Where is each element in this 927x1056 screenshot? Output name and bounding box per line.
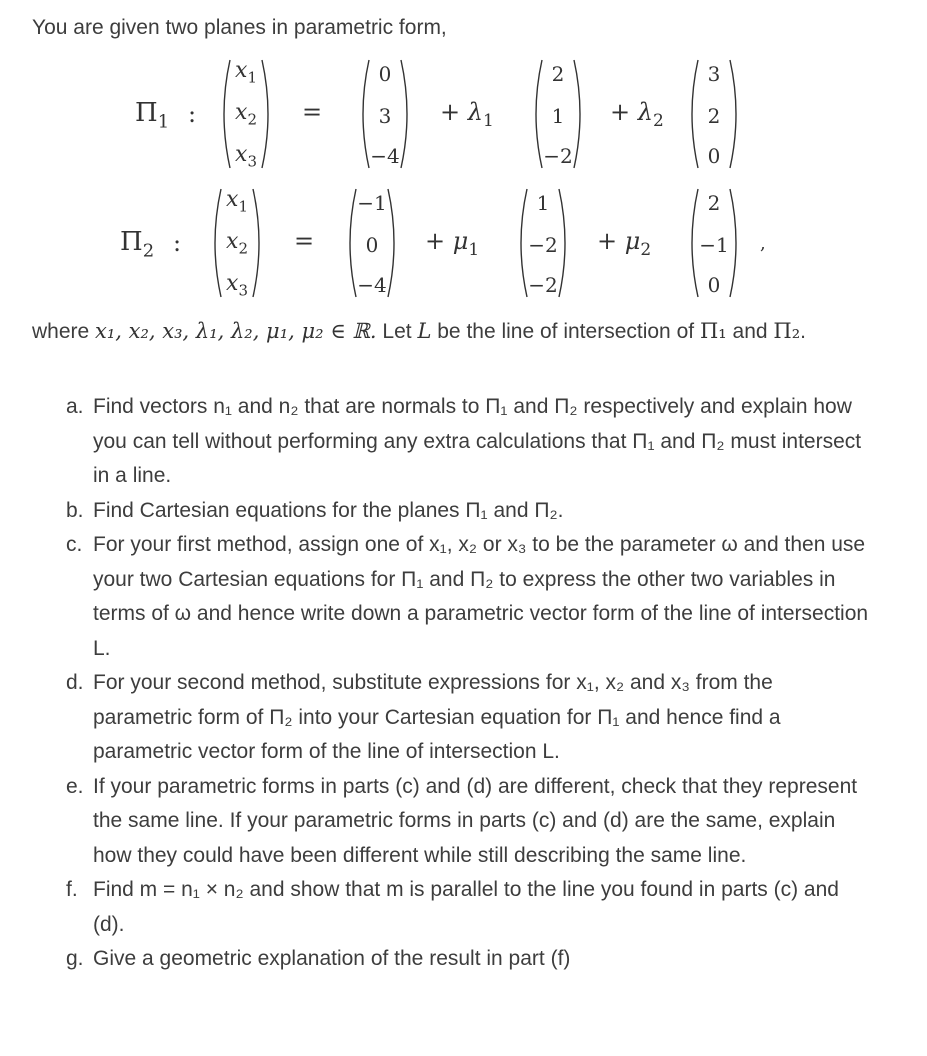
part-f: f. Find m = n₁ × n₂ and show that m is parallel to the line you found in parts (c) and (d). xyxy=(66,878,839,936)
plane1-lambda1: + $\lambda_1$ xyxy=(440,98,494,131)
part-b: b. Find Cartesian equations for the planes Π₁ and Π₂. xyxy=(66,498,564,522)
part-g: g. Give a geometric explanation of the result in part (f) xyxy=(66,947,571,970)
question-parts xyxy=(0,390,927,977)
plane2-label: $\Pi_2$ xyxy=(120,227,155,262)
plane1-equation xyxy=(0,54,927,174)
part-e: e. If your parametric forms in parts (c) and (d) are different, check that they represent the same line. If your parametric forms in parts (c) and (d) are the same, explain how they could have been different while still describing the same line. xyxy=(66,774,858,867)
plane1-position-vector: $x_1$ $x_2$ $x_3$ xyxy=(216,54,276,174)
plane1-lambda2: + $\lambda_2$ xyxy=(610,98,664,131)
plane2-equation xyxy=(0,183,927,303)
where-clause: where x₁, x₂, x₃, λ₁, λ₂, μ₁, μ₂ ∈ ℝ. Let L be the line of intersection of Π₁ and Π₂. xyxy=(32,319,806,343)
plane2-point-vector: −1 0 −4 xyxy=(342,183,402,303)
part-d: d. For your second method, substitute expressions for x₁, x₂ and x₃ from the parametric form of Π₂ into your Cartesian equation for Π₁ and hence find a parametric vector form of the line of intersection L. xyxy=(66,671,781,763)
plane2-direction-vector-2: 2 −1 0 xyxy=(684,183,744,303)
plane2-mu2: + $\mu_2$ xyxy=(597,227,652,260)
plane1-label: $\Pi_1$ xyxy=(135,98,170,133)
plane2-equals: = xyxy=(294,227,315,255)
plane1-equals: = xyxy=(302,98,323,126)
part-c: c. For your first method, assign one of x₁, x₂ or x₃ to be the parameter ω and then use your two Cartesian equations for Π₁ and Π₂ to express the other two variables in terms of ω and hence write down a parametric vector form of the line of intersection L. xyxy=(66,533,869,660)
plane2-colon: : xyxy=(173,229,182,257)
plane1-direction-vector-2: 3 2 0 xyxy=(684,54,744,174)
plane2-mu1: + $\mu_1$ xyxy=(425,227,480,260)
plane2-direction-vector-1: 1 −2 −2 xyxy=(513,183,573,303)
plane2-trailing-comma: , xyxy=(760,233,766,254)
part-a: a. Find vectors n₁ and n₂ that are normals to Π₁ and Π₂ respectively and explain how you can tell without performing any extra calculations that Π₁ and Π₂ must intersect in a line. xyxy=(66,395,862,487)
plane1-point-vector: 0 3 −4 xyxy=(355,54,415,174)
plane1-direction-vector-1: 2 1 −2 xyxy=(528,54,588,174)
plane1-colon: : xyxy=(188,100,197,128)
variable-list: x₁, x₂, x₃, λ₁, λ₂, μ₁, μ₂ ∈ ℝ. xyxy=(95,319,377,343)
intro-text: You are given two planes in parametric form, xyxy=(32,16,447,39)
plane2-position-vector: $x_1$ $x_2$ $x_3$ xyxy=(207,183,267,303)
